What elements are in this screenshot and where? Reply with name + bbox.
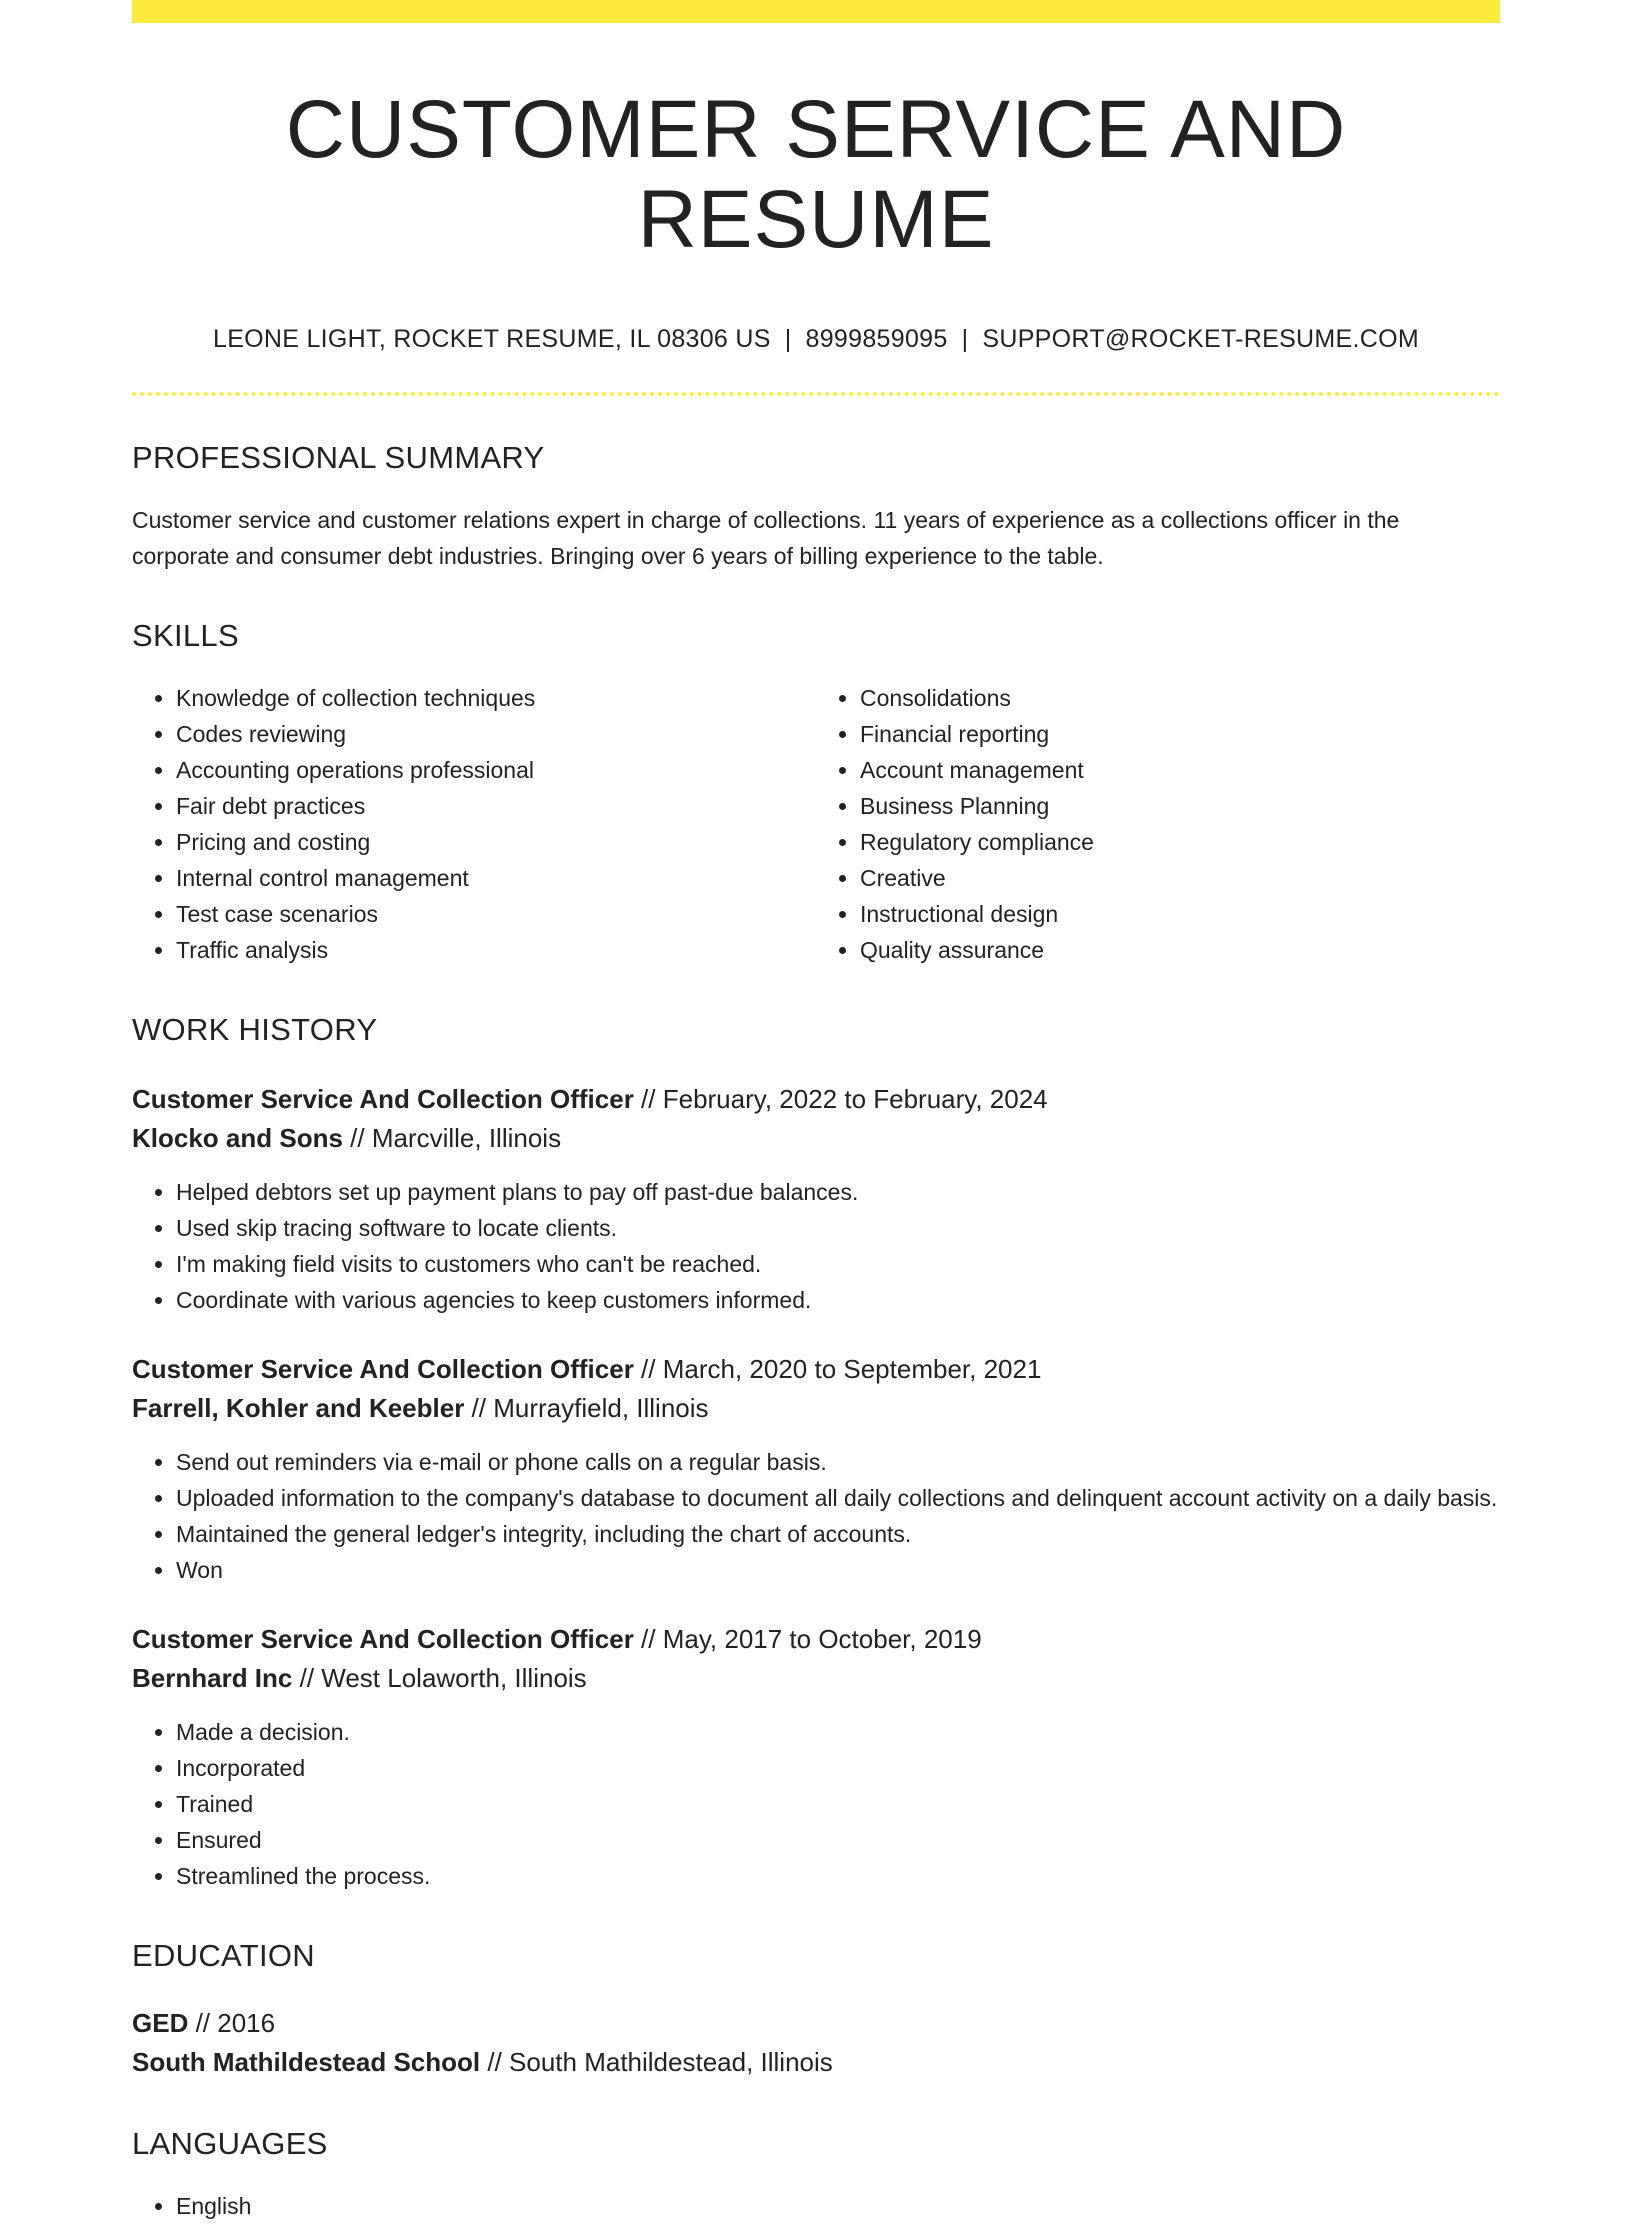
- skill-item: • Account management: [860, 752, 1500, 788]
- skills-column-right: [816, 680, 1500, 968]
- education-degree-line: [132, 2004, 1500, 2043]
- resume-title: CUSTOMER SERVICE AND RESUME: [285, 84, 1347, 266]
- skill-item: • Business Planning: [860, 788, 1500, 824]
- job-title: Customer Service And Collection Officer: [132, 1354, 634, 1385]
- skill-item: • Fair debt practices: [176, 788, 816, 824]
- job-company: Klocko and Sons: [132, 1123, 343, 1154]
- job-company-line: [132, 1659, 1500, 1698]
- skill-item: • Codes reviewing: [176, 716, 816, 752]
- job-title: Customer Service And Collection Officer: [132, 1624, 634, 1655]
- skill-item: • Internal control management: [176, 860, 816, 896]
- job-bullet: • Incorporated: [176, 1750, 1500, 1786]
- education-year: // 2016: [188, 2008, 276, 2039]
- job-bullet: • Send out reminders via e-mail or phone calls on a regular basis.: [176, 1444, 1500, 1480]
- job-dates: // May, 2017 to October, 2019: [633, 1624, 982, 1655]
- top-accent-bar: [132, 0, 1500, 23]
- job-bullet: • Used skip tracing software to locate clients.: [176, 1210, 1500, 1246]
- job-bullets: [132, 1174, 1500, 1318]
- job-bullet: • Ensured: [176, 1822, 1500, 1858]
- job-location: // Murrayfield, Illinois: [464, 1393, 709, 1424]
- job-entry: [132, 1350, 1500, 1588]
- education-school: South Mathildestead School: [132, 2047, 481, 2078]
- contact-line: [132, 325, 1500, 354]
- job-entry: [132, 1080, 1500, 1318]
- skill-item: • Quality assurance: [860, 932, 1500, 968]
- summary-text: Customer service and customer relations expert in charge of collections. 11 years of experience as a collections officer in the corporate and consumer debt industries. Bringing over 6 years of billing experience to the table.: [132, 507, 1400, 570]
- job-bullet: • Uploaded information to the company's database to document all daily collections and delinquent account activity on a daily basis.: [176, 1480, 1500, 1516]
- job-bullet: • Maintained the general ledger's integrity, including the chart of accounts.: [176, 1516, 1500, 1552]
- languages-section: [132, 2188, 1500, 2224]
- job-company: Bernhard Inc: [132, 1663, 293, 1694]
- summary-heading: PROFESSIONAL SUMMARY: [132, 440, 545, 476]
- work-history-heading: WORK HISTORY: [132, 1012, 378, 1048]
- education-location: // South Mathildestead, Illinois: [480, 2047, 833, 2078]
- job-entry: [132, 1620, 1500, 1894]
- languages-list: [132, 2188, 1500, 2224]
- contact-separator: |: [784, 325, 792, 354]
- job-title: Customer Service And Collection Officer: [132, 1084, 634, 1115]
- contact-phone: 8999859095: [805, 325, 948, 354]
- job-bullet: • Won: [176, 1552, 1500, 1588]
- job-company: Farrell, Kohler and Keebler: [132, 1393, 465, 1424]
- skill-item: • Traffic analysis: [176, 932, 816, 968]
- language-item: • English: [176, 2188, 1500, 2224]
- education-heading: EDUCATION: [132, 1938, 315, 1974]
- job-company-line: [132, 1119, 1500, 1158]
- skills-column-left: [132, 680, 816, 968]
- skill-item: • Regulatory compliance: [860, 824, 1500, 860]
- job-bullet: • I'm making field visits to customers who can't be reached.: [176, 1246, 1500, 1282]
- skill-item: • Consolidations: [860, 680, 1500, 716]
- skill-item: • Pricing and costing: [176, 824, 816, 860]
- job-location: // Marcville, Illinois: [342, 1123, 562, 1154]
- header-divider: [132, 392, 1500, 396]
- education-degree: GED: [132, 2008, 189, 2039]
- job-bullets: [132, 1714, 1500, 1894]
- job-bullet: • Trained: [176, 1786, 1500, 1822]
- skill-item: • Financial reporting: [860, 716, 1500, 752]
- skill-item: • Creative: [860, 860, 1500, 896]
- skill-item: • Accounting operations professional: [176, 752, 816, 788]
- job-bullets: [132, 1444, 1500, 1588]
- job-dates: // February, 2022 to February, 2024: [633, 1084, 1048, 1115]
- skill-item: • Test case scenarios: [176, 896, 816, 932]
- job-location: // West Lolaworth, Illinois: [292, 1663, 587, 1694]
- contact-email: SUPPORT@ROCKET-RESUME.COM: [982, 325, 1419, 354]
- skills-list: [132, 680, 1500, 968]
- skill-item: • Knowledge of collection techniques: [176, 680, 816, 716]
- job-bullet: • Made a decision.: [176, 1714, 1500, 1750]
- job-bullet: • Helped debtors set up payment plans to pay off past-due balances.: [176, 1174, 1500, 1210]
- job-title-line: [132, 1620, 1500, 1659]
- skill-item: • Instructional design: [860, 896, 1500, 932]
- job-title-line: [132, 1350, 1500, 1389]
- languages-heading: LANGUAGES: [132, 2126, 328, 2162]
- contact-separator: |: [961, 325, 969, 354]
- job-bullet: • Streamlined the process.: [176, 1858, 1500, 1894]
- resume-page: [132, 0, 1500, 2224]
- job-dates: // March, 2020 to September, 2021: [633, 1354, 1042, 1385]
- job-company-line: [132, 1389, 1500, 1428]
- job-bullet: • Coordinate with various agencies to keep customers informed.: [176, 1282, 1500, 1318]
- skills-heading: SKILLS: [132, 618, 239, 654]
- job-title-line: [132, 1080, 1500, 1119]
- education-entry: [132, 2004, 1500, 2082]
- education-school-line: [132, 2043, 1500, 2082]
- contact-address: LEONE LIGHT, ROCKET RESUME, IL 08306 US: [212, 325, 771, 354]
